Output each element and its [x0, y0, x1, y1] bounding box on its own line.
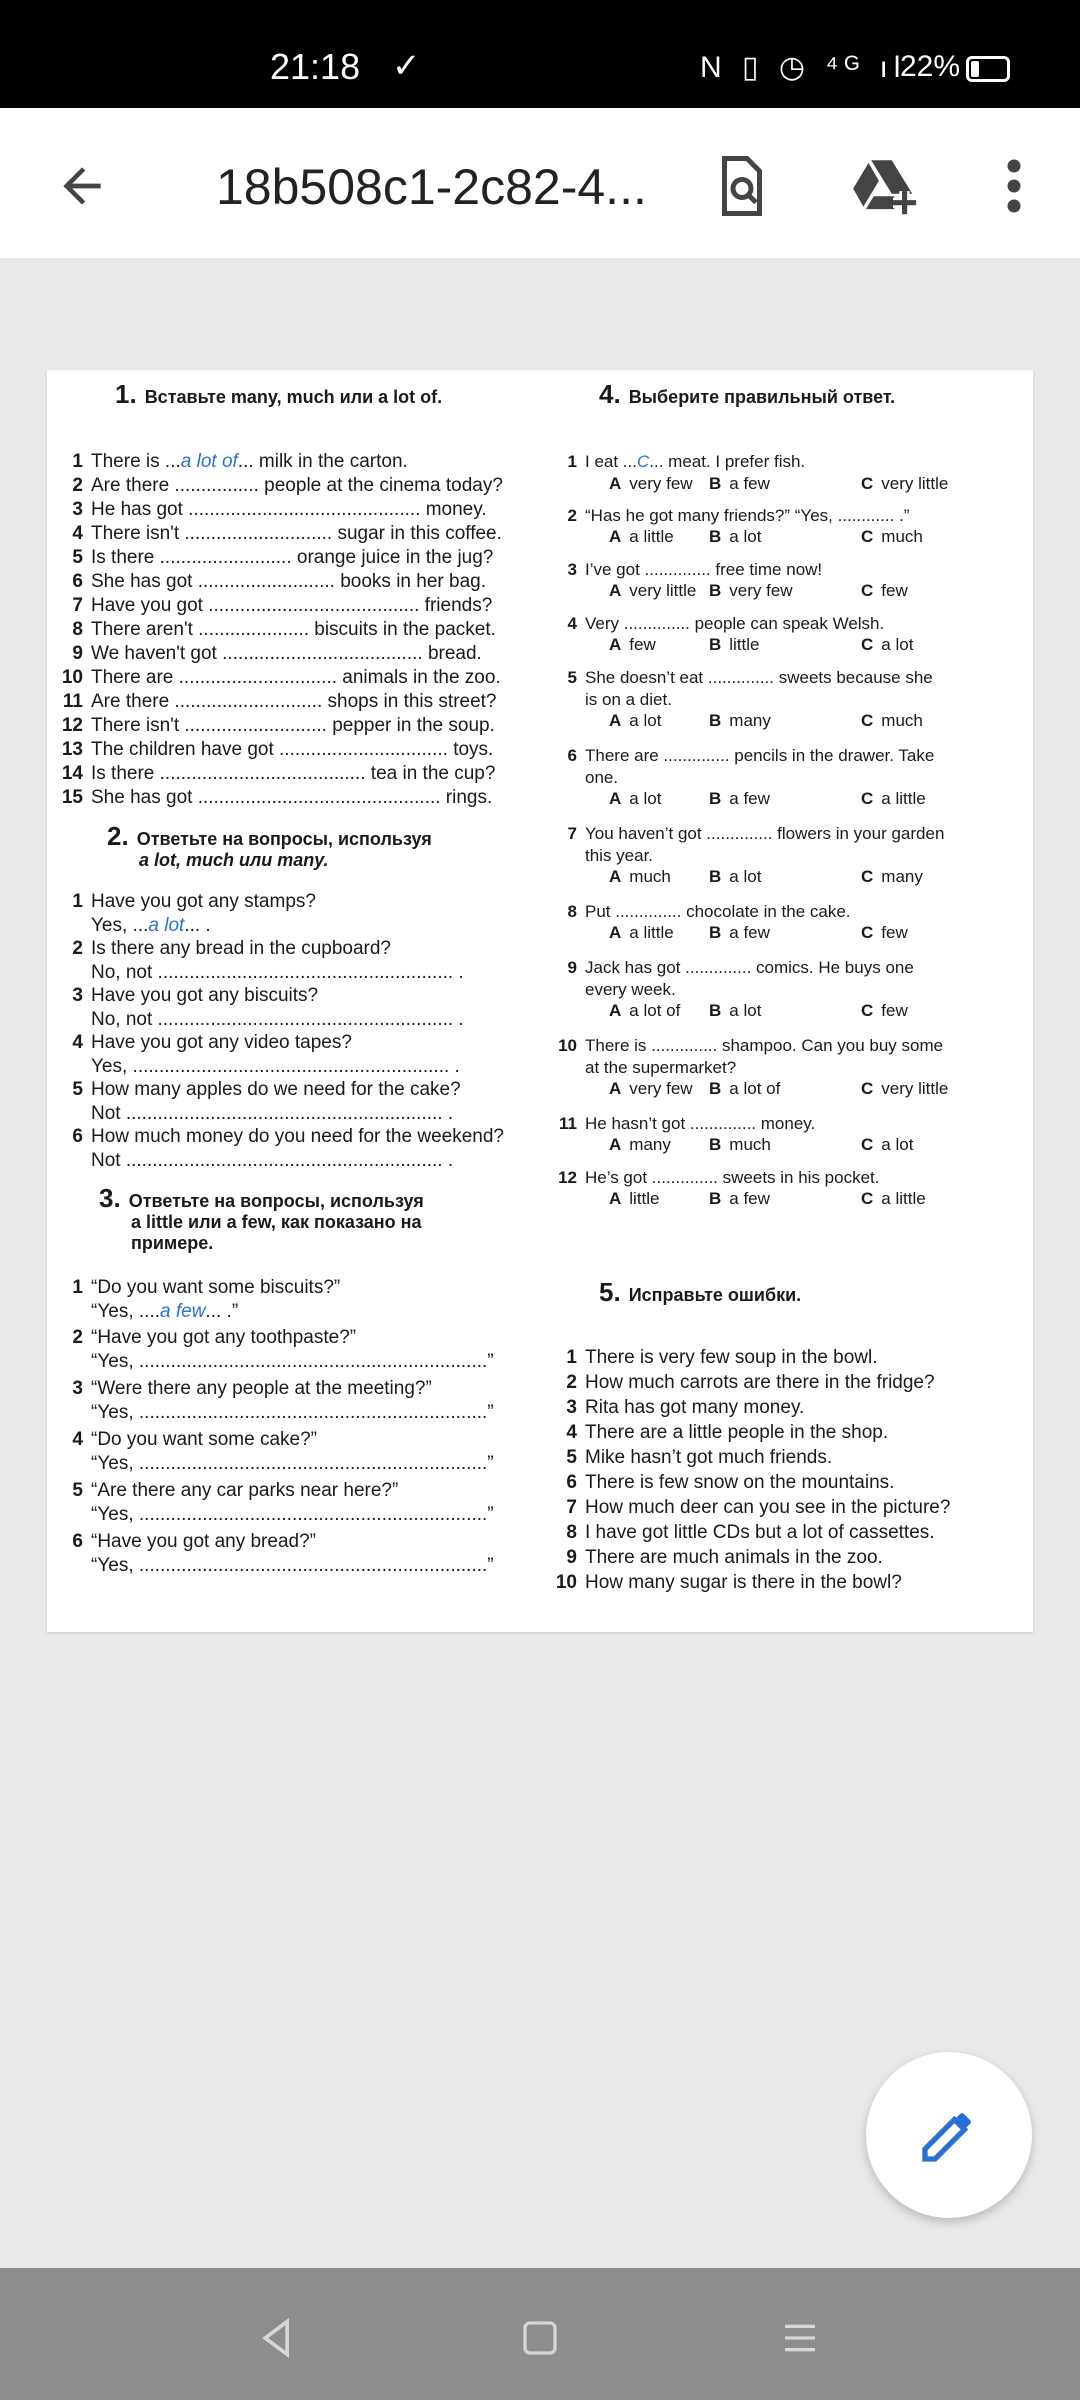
section-5-title: 5. Исправьте ошибки. — [599, 1277, 802, 1307]
section-1-line: 7 Have you got ........................................ friends? — [72, 595, 493, 616]
home-square-icon — [520, 2318, 560, 2358]
section-4-question: 5 She doesn’t eat .............. sweets because she — [567, 668, 933, 687]
section-4-options: A very few — [609, 474, 693, 493]
section-4-options: A very few — [609, 1079, 693, 1098]
section-4-options: B a few — [709, 923, 770, 942]
section-3-title: 3. Ответьте на вопросы, используя a little или a few, как показано на примере. — [99, 1183, 424, 1253]
section-3-answer: “Yes, ..................................................................” — [91, 1504, 494, 1525]
section-4-options: B a lot — [709, 1001, 762, 1020]
section-3-answer: “Yes, ..................................................................” — [91, 1453, 494, 1474]
status-icons: N ▯ ◷ ⁴ᴳ ıl — [700, 51, 907, 84]
section-2-question: 5 How many apples do we need for the cake? — [72, 1079, 461, 1100]
section-4-options: A a lot of — [609, 1001, 681, 1020]
section-2-answer: Yes, ...a lot... . — [91, 915, 211, 936]
section-5-line: 10 How many sugar is there in the bowl? — [555, 1572, 902, 1593]
section-5-line: 5 Mike hasn’t got much friends. — [566, 1447, 833, 1468]
download-done-icon: ✓ — [392, 47, 421, 85]
section-1-line: 13 The children have got ................................ toys. — [61, 739, 494, 760]
section-3-question: 1 “Do you want some biscuits?” — [72, 1277, 341, 1298]
edit-fab-button[interactable] — [866, 2052, 1032, 2218]
section-3-answer: “Yes, ....a few... .” — [91, 1301, 239, 1322]
section-4-options: B little — [709, 635, 760, 654]
section-4-question-cont: at the supermarket? — [585, 1058, 737, 1077]
nav-back-button[interactable] — [248, 2308, 308, 2368]
section-4-options: C a lot — [861, 1135, 914, 1154]
section-4-options: B a few — [709, 1189, 770, 1208]
section-1-line: 14 Is there ....................................... tea in the cup? — [61, 763, 496, 784]
section-4-question: 6 There are .............. pencils in the drawer. Take — [567, 746, 935, 765]
section-4-options: B a lot — [709, 867, 762, 886]
section-4-options: A a little — [609, 527, 674, 546]
section-4-question: 12 He’s got .............. sweets in his pocket. — [558, 1168, 880, 1187]
section-2-question: 1 Have you got any stamps? — [72, 891, 316, 912]
section-5-line: 1 There is very few soup in the bowl. — [566, 1347, 878, 1368]
section-4-options: A little — [609, 1189, 660, 1208]
section-1-line: 5 Is there ......................... orange juice in the jug? — [72, 547, 494, 568]
section-2-title: 2. Ответьте на вопросы, используя a lot, much или many. — [107, 821, 432, 870]
back-triangle-icon — [256, 2316, 300, 2360]
section-2-answer: Yes, ............................................................ . — [91, 1056, 460, 1077]
section-3-question: 5 “Are there any car parks near here?” — [72, 1480, 399, 1501]
section-4-question: 11 He hasn’t got .............. money. — [559, 1114, 816, 1133]
section-2-answer: Not ............................................................ . — [91, 1103, 454, 1124]
section-5-line: 9 There are much animals in the zoo. — [566, 1547, 883, 1568]
section-3-answer: “Yes, ..................................................................” — [91, 1555, 494, 1576]
section-5-line: 7 How much deer can you see in the picture? — [566, 1497, 951, 1518]
back-arrow-icon — [54, 158, 110, 214]
section-4-options: C a lot — [861, 635, 914, 654]
section-1-title: 1. Вставьте many, much или a lot of. — [115, 379, 443, 409]
section-4-options: A a little — [609, 923, 674, 942]
section-4-options: A a lot — [609, 789, 662, 808]
section-4-question-cont: this year. — [585, 846, 654, 865]
section-4-options: C very little — [861, 474, 949, 493]
battery-percent: 22% — [900, 50, 961, 83]
section-1-line: 12 There isn't ........................... pepper in the soup. — [61, 715, 495, 736]
section-3-answer: “Yes, ..................................................................” — [91, 1351, 494, 1372]
section-4-title: 4. Выберите правильный ответ. — [599, 379, 896, 409]
section-2-question: 2 Is there any bread in the cupboard? — [72, 938, 391, 959]
section-5-line: 8 I have got little CDs but a lot of cassettes. — [566, 1522, 935, 1543]
section-1-line: 11 Are there ............................ shops in this street? — [62, 691, 497, 712]
status-bar — [0, 0, 1080, 108]
section-1-line: 1 There is ...a lot of... milk in the carton. — [72, 451, 408, 472]
section-4-question-cont: one. — [585, 768, 619, 787]
back-button[interactable] — [46, 150, 118, 222]
file-title: 18b508c1-2c82-4... — [216, 159, 647, 215]
section-4-question: 1 I eat ...C... meat. I prefer fish. — [567, 452, 806, 471]
add-to-drive-button[interactable] — [844, 146, 924, 226]
section-4-question: 8 Put .............. chocolate in the cake. — [567, 902, 851, 921]
section-4-options: C a little — [861, 789, 926, 808]
section-4-options: C much — [861, 711, 923, 730]
section-4-options: A many — [609, 1135, 671, 1154]
section-1-line: 6 She has got .......................... books in her bag. — [72, 571, 486, 592]
section-2-answer: Not ............................................................ . — [91, 1150, 454, 1171]
app-bar — [0, 108, 1080, 258]
section-3-question: 2 “Have you got any toothpaste?” — [72, 1327, 357, 1348]
battery-icon — [966, 56, 1010, 82]
section-1-line: 2 Are there ................ people at the cinema today? — [72, 475, 503, 496]
section-5-line: 3 Rita has got many money. — [566, 1397, 805, 1418]
section-3-question: 4 “Do you want some cake?” — [72, 1429, 317, 1450]
section-4-options: C a little — [861, 1189, 926, 1208]
recents-menu-icon — [780, 2318, 820, 2358]
section-4-options: B a lot of — [709, 1079, 781, 1098]
section-4-question: 9 Jack has got .............. comics. He buys one — [567, 958, 914, 977]
section-1-line: 15 She has got .............................................. rings. — [61, 787, 493, 808]
search-in-document-button[interactable] — [702, 146, 782, 226]
section-4-question: 2 “Has he got many friends?” “Yes, ............ .” — [567, 506, 910, 525]
section-2-question: 3 Have you got any biscuits? — [72, 985, 319, 1006]
section-4-options: C very little — [861, 1079, 949, 1098]
section-4-question-cont: every week. — [585, 980, 676, 999]
section-1-line: 4 There isn't ............................ sugar in this coffee. — [72, 523, 502, 544]
system-nav-bar — [0, 2268, 1080, 2400]
section-4-options: C few — [861, 1001, 908, 1020]
section-5-line: 2 How much carrots are there in the fridge? — [566, 1372, 935, 1393]
section-4-options: B a few — [709, 474, 770, 493]
add-to-drive-icon — [848, 154, 920, 218]
section-1-line: 10 There are .............................. animals in the zoo. — [61, 667, 501, 688]
section-4-question-cont: is on a diet. — [585, 690, 672, 709]
more-vert-icon — [1002, 156, 1026, 216]
section-5-line: 6 There is few snow on the mountains. — [566, 1472, 895, 1493]
section-4-options: A few — [609, 635, 656, 654]
section-1-line: 9 We haven't got ...................................... bread. — [72, 643, 482, 664]
section-4-options: C much — [861, 527, 923, 546]
nav-home-button[interactable] — [510, 2308, 570, 2368]
section-4-options: B a few — [709, 789, 770, 808]
section-4-options: B much — [709, 1135, 771, 1154]
section-3-answer: “Yes, ..................................................................” — [91, 1402, 494, 1423]
more-options-button[interactable] — [974, 146, 1054, 226]
section-4-options: A very little — [609, 581, 697, 600]
section-2-question: 6 How much money do you need for the weekend? — [72, 1126, 504, 1147]
status-time: 21:18 — [270, 46, 361, 87]
search-document-icon — [712, 153, 772, 219]
section-5-line: 4 There are a little people in the shop. — [566, 1422, 889, 1443]
section-4-options: B a lot — [709, 527, 762, 546]
section-3-question: 3 “Were there any people at the meeting?” — [72, 1378, 432, 1399]
section-4-options: A much — [609, 867, 671, 886]
section-1-line: 8 There aren't ..................... biscuits in the packet. — [72, 619, 496, 640]
section-4-question: 7 You haven’t got .............. flowers in your garden — [567, 824, 945, 843]
section-2-answer: No, not ........................................................ . — [91, 962, 464, 983]
section-2-answer: No, not ........................................................ . — [91, 1009, 464, 1030]
section-4-options: B very few — [709, 581, 793, 600]
section-4-question: 10 There is .............. shampoo. Can you buy some — [558, 1036, 944, 1055]
section-3-question: 6 “Have you got any bread?” — [72, 1531, 316, 1552]
section-4-options: A a lot — [609, 711, 662, 730]
section-4-question: 3 I’ve got .............. free time now! — [567, 560, 823, 579]
section-2-question: 4 Have you got any video tapes? — [72, 1032, 352, 1053]
section-4-options: B many — [709, 711, 771, 730]
section-4-options: C few — [861, 581, 908, 600]
section-4-question: 4 Very .............. people can speak Welsh. — [567, 614, 885, 633]
nav-recents-button[interactable] — [770, 2308, 830, 2368]
section-4-options: C many — [861, 867, 923, 886]
section-4-options: C few — [861, 923, 908, 942]
edit-pencil-icon — [917, 2103, 981, 2167]
document-page[interactable] — [47, 370, 1033, 1632]
section-1-line: 3 He has got ............................................ money. — [72, 499, 487, 520]
